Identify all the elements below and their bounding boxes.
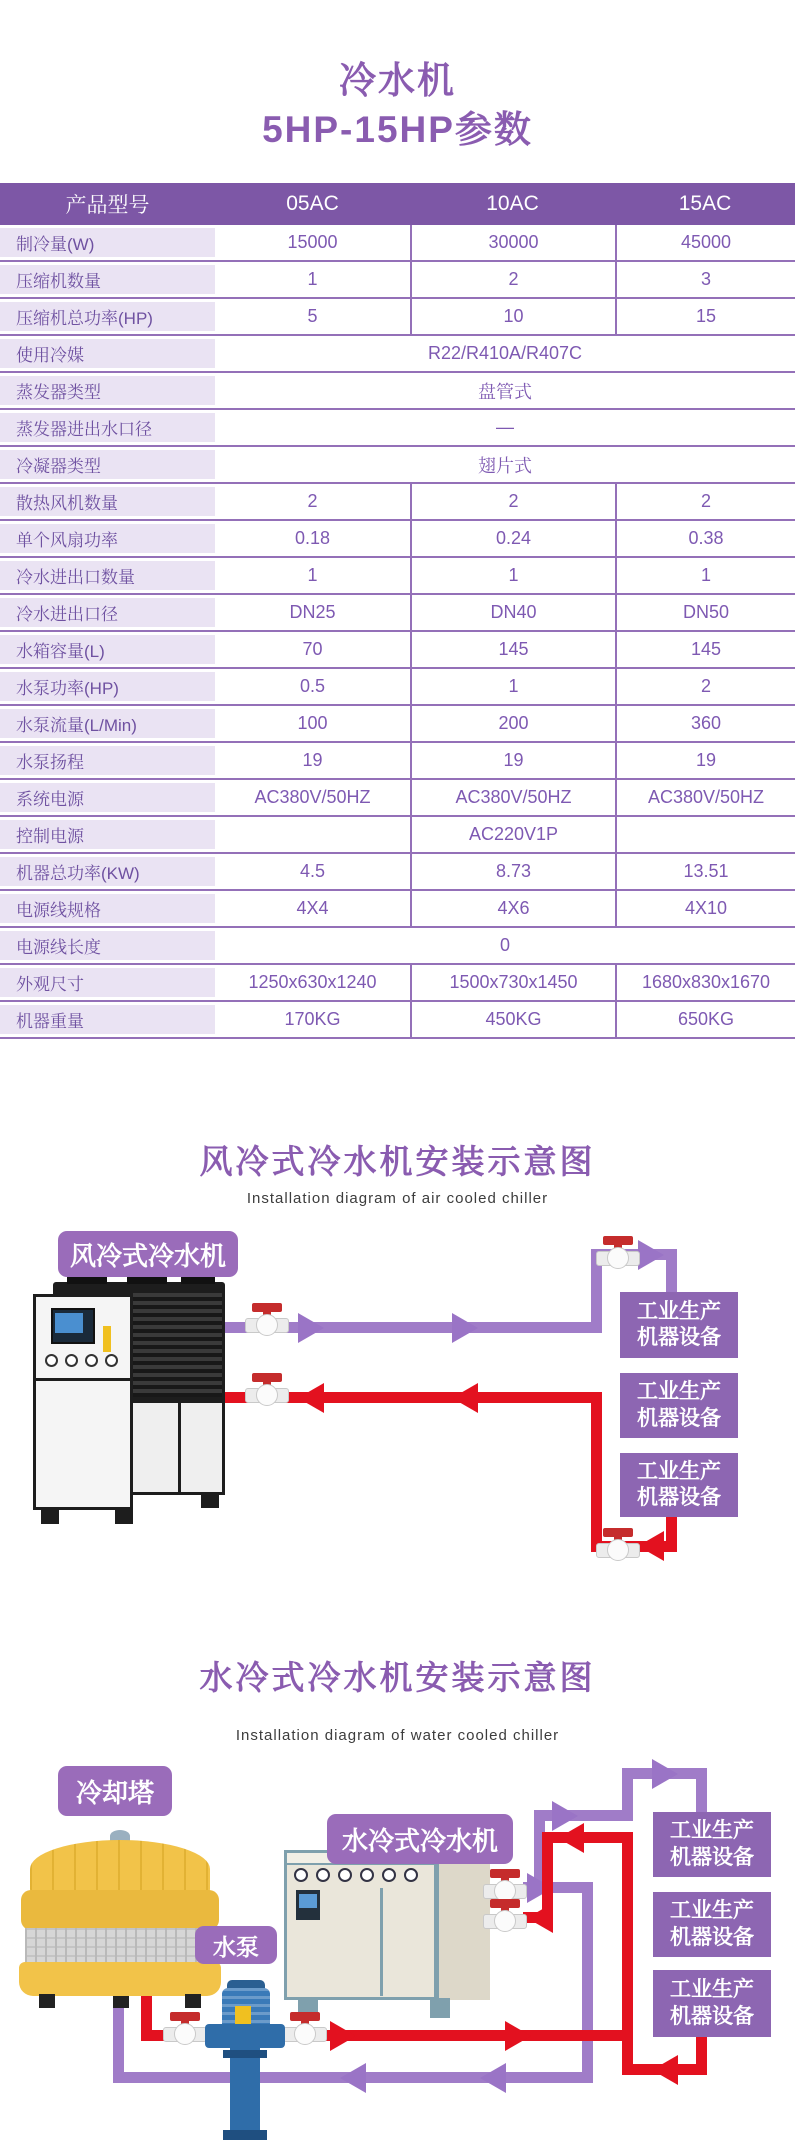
row-label: 蒸发器进出水口径 [0, 410, 215, 445]
equipment-box-line1: 工业生产 [637, 1299, 721, 1323]
row-label: 散热风机数量 [0, 484, 215, 519]
row-value: 1 [410, 669, 615, 704]
equipment-box-line1: 工业生产 [670, 1819, 754, 1843]
table-row [0, 595, 795, 632]
equipment-box-line1: 工业生产 [637, 1380, 721, 1404]
row-value: 70 [302, 639, 323, 659]
row-value: 200 [410, 706, 615, 741]
page-title-line1: 冷水机 [339, 60, 456, 101]
row-value: AC220V1P [410, 817, 615, 852]
row-value: AC380V/50HZ [410, 780, 615, 815]
d1-red-arrow-left-1-icon [298, 1383, 324, 1413]
d2-equipment-box-3 [653, 1970, 771, 2037]
d2-purple-mid-pipe [534, 1810, 633, 1821]
row-value: 19 [410, 743, 615, 778]
table-row [0, 299, 795, 336]
d2-purple-arrow-right-3-icon [652, 1759, 678, 1789]
row-label: 电源线规格 [0, 891, 215, 926]
row-value: 8.73 [410, 854, 615, 889]
m2-gauge-6-icon [404, 1868, 418, 1882]
water-cooled-chiller-image [284, 1850, 490, 2018]
equipment-box-line1: 工业生产 [670, 1978, 754, 2002]
m1-condenser-grille [130, 1290, 225, 1400]
row-label: 水泵流量(L/Min) [0, 706, 215, 741]
row-value: 19 [302, 750, 323, 770]
row-value: 4X4 [296, 898, 329, 918]
equipment-box-line2: 机器设备 [670, 1925, 754, 1949]
d1-equipment-box-1 [620, 1292, 738, 1358]
row-label: 制冷量(W) [0, 225, 215, 260]
d1-valve-bottom-icon [596, 1528, 640, 1564]
d1-purple-drop-pipe [666, 1254, 677, 1294]
row-value: 100 [297, 713, 328, 733]
row-label: 水泵功率(HP) [0, 669, 215, 704]
table-row [0, 558, 795, 595]
row-label: 压缩机数量 [0, 262, 215, 297]
row-value: 0.24 [410, 521, 615, 556]
cooling-tower-image [15, 1830, 226, 2008]
m1-gauge-2-icon [65, 1354, 78, 1367]
diagram2-subtitle: Installation diagram of water cooled chiller [235, 1727, 560, 1744]
row-value: 650KG [615, 1002, 795, 1037]
row-value: 1250x630x1240 [248, 972, 377, 992]
row-value-merged: 翅片式 [478, 455, 532, 476]
d2-tower-badge-label: 冷却塔 [75, 1777, 154, 1808]
table-row [0, 891, 795, 928]
row-value: 2 [615, 484, 795, 519]
pump-flange-bottom [223, 2130, 267, 2140]
page-title-line2: 5HP-15HP参数 [262, 109, 533, 150]
d2-pump-badge-label: 水泵 [213, 1933, 259, 1960]
table-row [0, 965, 795, 1002]
d1-purple-arrow-right-1-icon [298, 1313, 324, 1343]
row-value: 45000 [615, 225, 795, 260]
d2-machine-badge-label: 水冷式冷水机 [341, 1825, 498, 1856]
row-value: 15000 [287, 232, 338, 252]
d2-red-arrow-right-1-icon [330, 2021, 356, 2051]
row-value: DN40 [410, 595, 615, 630]
row-label: 电源线长度 [0, 928, 215, 963]
m1-warning-sticker [103, 1326, 111, 1352]
equipment-box-line2: 机器设备 [670, 1845, 754, 1869]
row-value: AC380V/50HZ [254, 787, 371, 807]
d1-machine-badge [58, 1231, 238, 1277]
table-row [0, 336, 795, 373]
m1-leg-3 [201, 1494, 219, 1508]
m1-side-seam [178, 1400, 181, 1495]
row-value: 2 [410, 484, 615, 519]
row-value: 1500x730x1450 [410, 965, 615, 1000]
d2-equipment-box-2 [653, 1892, 771, 1957]
row-value: 145 [410, 632, 615, 667]
d2-pump-badge [195, 1926, 277, 1964]
row-value [215, 817, 410, 852]
m1-leg-2 [115, 1510, 133, 1524]
row-label: 系统电源 [0, 780, 215, 815]
table-row [0, 817, 795, 854]
d2-red-arrow-left-3-icon [652, 2055, 678, 2085]
m1-gauge-3-icon [85, 1354, 98, 1367]
m1-gauge-4-icon [105, 1354, 118, 1367]
m1-fan-slat-3 [181, 1277, 215, 1284]
row-value-merged: 0 [499, 935, 510, 955]
air-cooled-chiller-image [33, 1282, 237, 1522]
row-value: 1 [307, 565, 318, 585]
row-value: 4X6 [410, 891, 615, 926]
row-value: 1680x830x1670 [615, 965, 795, 1000]
row-value: 4.5 [299, 861, 326, 881]
d2-valve-return-icon [483, 1899, 527, 1935]
row-value: 170KG [284, 1009, 341, 1029]
row-label: 冷凝器类型 [0, 447, 215, 482]
m2-leg-2 [430, 1998, 450, 2018]
d2-red-arrow-left-1-icon [527, 1903, 553, 1933]
diagram1-subtitle: Installation diagram of air cooled chiller [246, 1190, 549, 1207]
table-row [0, 447, 795, 484]
row-value: 1 [307, 269, 318, 289]
row-value [615, 817, 795, 852]
equipment-box-line1: 工业生产 [637, 1459, 721, 1483]
tower-foot-1 [39, 1994, 55, 2008]
spec-table [0, 183, 795, 1039]
table-row [0, 706, 795, 743]
d2-valve-pump-left-icon [163, 2012, 207, 2048]
row-label: 机器重量 [0, 1002, 215, 1037]
m2-gauge-1-icon [294, 1868, 308, 1882]
row-value: 360 [615, 706, 795, 741]
row-label: 外观尺寸 [0, 965, 215, 1000]
d2-machine-badge [327, 1814, 513, 1864]
d1-valve-return-icon [245, 1373, 289, 1409]
row-value-merged: R22/R410A/R407C [427, 343, 583, 363]
tower-basin [19, 1962, 221, 1996]
row-value: 2 [410, 262, 615, 297]
table-row [0, 521, 795, 558]
row-label: 单个风扇功率 [0, 521, 215, 556]
row-label: 压缩机总功率(HP) [0, 299, 215, 334]
d2-red-box-stub-pipe [696, 2037, 707, 2075]
m2-gauge-4-icon [360, 1868, 374, 1882]
d2-tower-badge [58, 1766, 172, 1816]
tower-mid-band [21, 1890, 219, 1930]
row-value: 15 [615, 299, 795, 334]
row-label: 水箱容量(L) [0, 632, 215, 667]
row-value: 3 [615, 262, 795, 297]
d2-red-top-pipe [542, 1832, 633, 1843]
col-header-05ac: 05AC [286, 192, 339, 215]
table-row [0, 669, 795, 706]
d1-valve-top-icon [596, 1236, 640, 1272]
col-header-10ac: 10AC [486, 192, 539, 215]
table-row [0, 780, 795, 817]
row-value: 1 [410, 558, 615, 593]
row-value: AC380V/50HZ [615, 780, 795, 815]
d2-purple-arrow-left-1-icon [340, 2063, 366, 2093]
row-value: 4X10 [615, 891, 795, 926]
equipment-box-line2: 机器设备 [637, 1486, 721, 1509]
row-value-merged: — [496, 417, 514, 437]
d1-equipment-box-3 [620, 1453, 738, 1517]
m2-seam-1 [380, 1888, 383, 1996]
table-row [0, 410, 795, 447]
equipment-box-line2: 机器设备 [670, 2004, 754, 2028]
row-label: 使用冷媒 [0, 336, 215, 371]
row-label: 水泵扬程 [0, 743, 215, 778]
m2-display-screen [299, 1894, 317, 1908]
row-value: 1 [615, 558, 795, 593]
d2-red-arrow-left-2-icon [558, 1823, 584, 1853]
table-row [0, 632, 795, 669]
pump-warning-sticker [235, 2006, 251, 2026]
d1-equipment-box-2 [620, 1373, 738, 1438]
m2-gauge-5-icon [382, 1868, 396, 1882]
d1-purple-arrow-right-3-icon [638, 1240, 664, 1270]
m1-front-seam [33, 1378, 133, 1381]
row-label: 冷水进出口径 [0, 595, 215, 630]
table-row [0, 743, 795, 780]
row-value: 2 [307, 491, 318, 511]
d2-valve-pump-right-icon [283, 2012, 327, 2048]
equipment-box-line2: 机器设备 [637, 1326, 721, 1349]
d1-valve-supply-icon [245, 1303, 289, 1339]
diagram2-title: 水冷式冷水机安装示意图 [199, 1659, 596, 1696]
row-value: 450KG [410, 1002, 615, 1037]
tower-mesh-band [25, 1928, 215, 1964]
row-label: 控制电源 [0, 817, 215, 852]
table-row [0, 484, 795, 521]
table-row [0, 225, 795, 262]
m1-fan-slat-2 [127, 1277, 167, 1284]
col-header-15ac: 15AC [678, 192, 732, 215]
row-value: 2 [615, 669, 795, 704]
pump-flange-top [223, 2050, 267, 2058]
equipment-box-line1: 工业生产 [670, 1899, 754, 1923]
row-value: 145 [615, 632, 795, 667]
tower-foot-3 [185, 1994, 201, 2008]
m1-display-screen [55, 1313, 83, 1333]
tower-foot-2 [113, 1996, 129, 2008]
d1-purple-arrow-right-2-icon [452, 1313, 478, 1343]
m2-gauge-2-icon [316, 1868, 330, 1882]
row-value: 5 [307, 306, 318, 326]
row-value: 0.18 [294, 528, 331, 548]
table-row [0, 1002, 795, 1039]
d2-purple-long-vertical-pipe [582, 1882, 593, 2083]
d2-purple-arrow-left-2-icon [480, 2063, 506, 2093]
row-value: DN50 [615, 595, 795, 630]
table-row [0, 373, 795, 410]
m1-leg-1 [41, 1510, 59, 1524]
table-row [0, 262, 795, 299]
d2-red-arrow-right-2-icon [505, 2021, 531, 2051]
col-header-model: 产品型号 [65, 194, 150, 217]
d1-red-arrow-left-3-icon [638, 1531, 664, 1561]
row-value: 30000 [410, 225, 615, 260]
d2-purple-drop-pipe [696, 1768, 707, 1812]
m1-gauge-1-icon [45, 1354, 58, 1367]
table-row [0, 928, 795, 965]
row-value: DN25 [289, 602, 336, 622]
row-value-merged: 盘管式 [478, 381, 532, 402]
spec-table-body [0, 225, 795, 1039]
row-label: 机器总功率(KW) [0, 854, 215, 889]
table-row [0, 854, 795, 891]
row-value: 13.51 [615, 854, 795, 889]
m2-gauge-3-icon [338, 1868, 352, 1882]
row-value: 19 [615, 743, 795, 778]
row-label: 蒸发器类型 [0, 373, 215, 408]
equipment-box-line2: 机器设备 [637, 1406, 721, 1430]
spec-table-header [0, 183, 795, 225]
row-value: 0.5 [299, 676, 326, 696]
d1-machine-badge-label: 风冷式冷水机 [69, 1240, 226, 1271]
diagram1-title: 风冷式冷水机安装示意图 [199, 1143, 596, 1180]
m1-fan-slat-1 [67, 1277, 107, 1284]
d2-equipment-box-1 [653, 1812, 771, 1877]
d1-red-arrow-left-2-icon [452, 1383, 478, 1413]
row-label: 冷水进出口数量 [0, 558, 215, 593]
row-value: 0.38 [615, 521, 795, 556]
water-pump-image [205, 1980, 285, 2150]
d1-red-stub-pipe [666, 1517, 677, 1552]
row-value: 10 [410, 299, 615, 334]
